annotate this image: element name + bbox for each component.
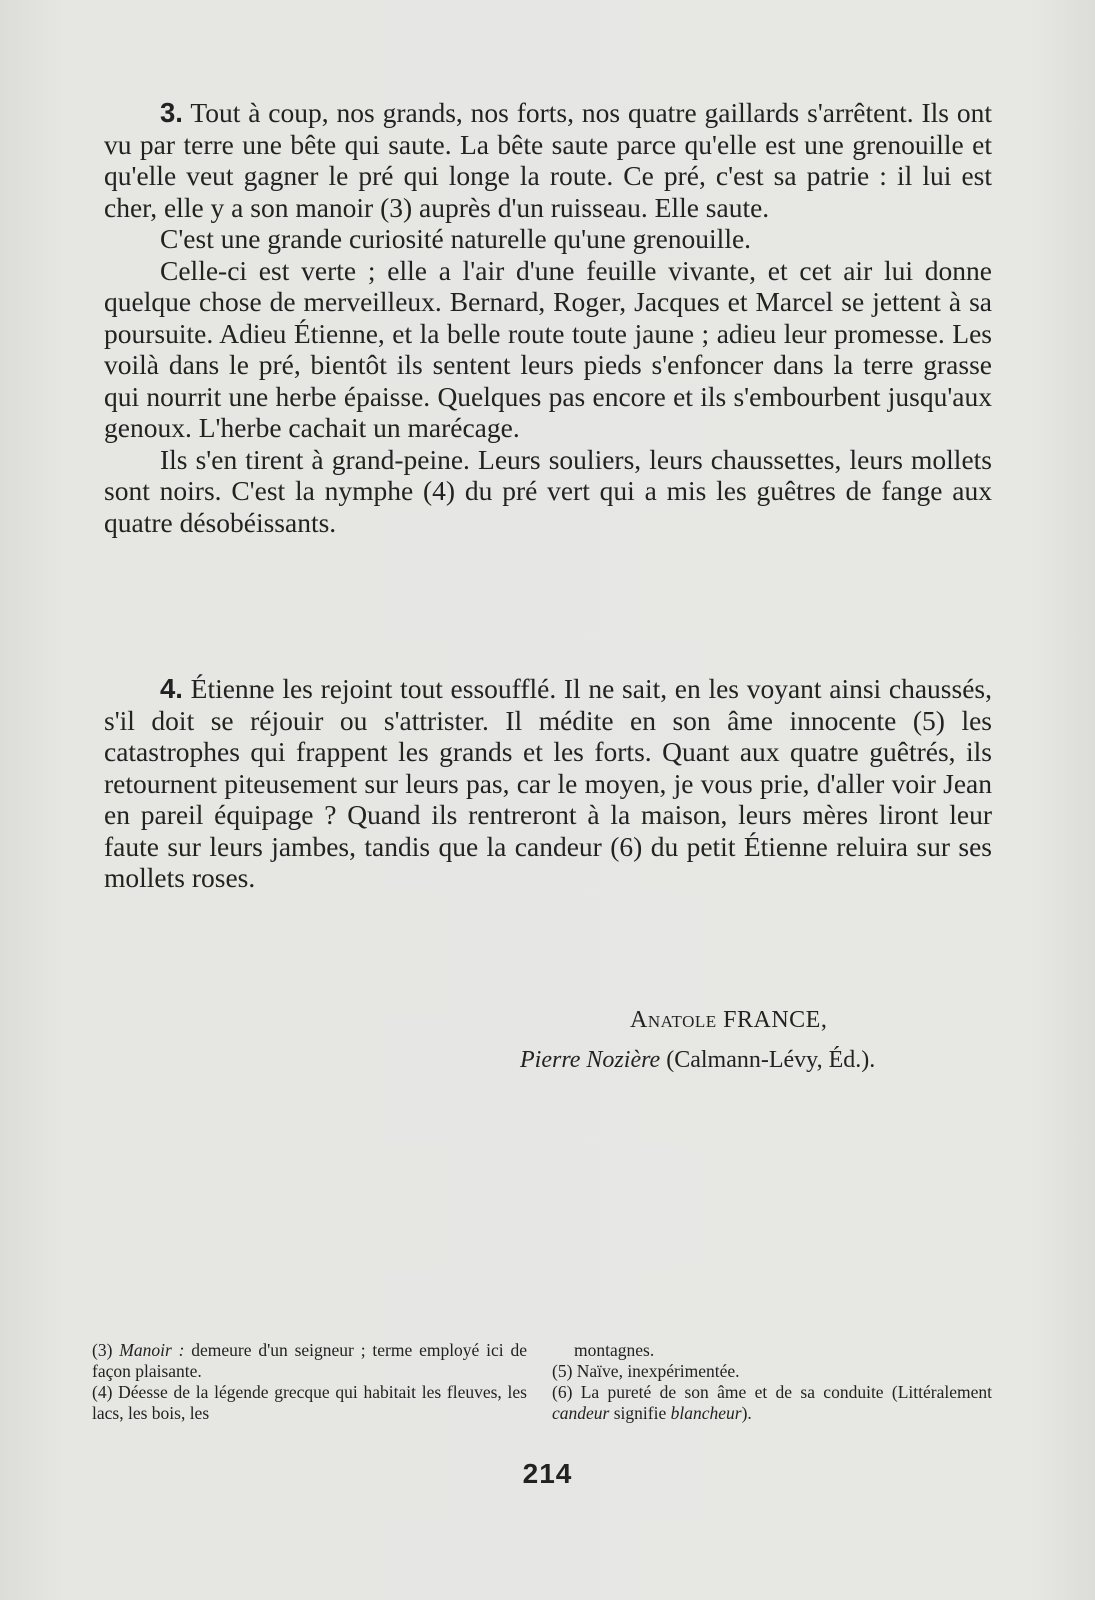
footnote-mark: (6) bbox=[552, 1382, 573, 1402]
footnote-ref-5: (5) bbox=[912, 704, 945, 736]
footnote-4 bbox=[92, 1382, 527, 1424]
footnote-3 bbox=[92, 1340, 527, 1382]
section-number: 3. bbox=[160, 97, 183, 128]
footnote-mark: (4) bbox=[92, 1382, 113, 1402]
footnote-italic-word: blancheur bbox=[670, 1403, 742, 1423]
footnote-5 bbox=[552, 1361, 992, 1382]
footnote-6 bbox=[552, 1382, 992, 1424]
text-span: Ils s'en tirent à grand-peine. Leurs souliers, leurs chaussettes, leurs mollets sont noirs. C'est la nymphe bbox=[104, 443, 992, 506]
footnote-ref-4: (4) bbox=[423, 475, 456, 506]
footnotes-left-column bbox=[92, 1340, 527, 1424]
page-number: 214 bbox=[522, 1458, 573, 1489]
footnote-ref-3: (3) bbox=[380, 191, 413, 223]
section-3 bbox=[104, 97, 992, 538]
footnote-text: Naïve, inexpérimentée. bbox=[572, 1361, 740, 1381]
footnotes bbox=[92, 1340, 992, 1424]
publisher: (Calmann-Lévy, Éd.). bbox=[666, 1047, 876, 1073]
text-span: auprès d'un ruisseau. Elle saute. bbox=[412, 191, 770, 223]
section-3-paragraph-2: C'est une grande curiosité naturelle qu'une grenouille. bbox=[160, 223, 752, 254]
footnote-mark: (5) bbox=[552, 1361, 573, 1381]
footnote-text: signifie bbox=[609, 1403, 671, 1423]
author-first-name: Anatole bbox=[630, 1007, 717, 1033]
footnotes-right-column bbox=[552, 1340, 992, 1424]
text-span: du petit Étienne reluira sur ses mollets roses. bbox=[104, 830, 992, 893]
footnote-text: demeure d'un seigneur ; terme employé ici de façon plaisante. bbox=[92, 1340, 528, 1381]
text-span: Tout à coup, nos grands, nos forts, nos quatre gaillards s'arrêtent. Ils ont vu par terre une bête qui saute. La bête saute parce qu'elle est une grenouille et qu'elle veut gagner le pré qui longe la route. Ce pré, c'est sa patrie : il lui est cher, elle y a son manoir bbox=[104, 97, 992, 223]
footnote-ref-6: (6) bbox=[610, 830, 643, 862]
footnote-text: La pureté de son âme et de sa conduite (Littéralement bbox=[572, 1382, 992, 1402]
footnote-text: ). bbox=[741, 1403, 752, 1423]
text-span: Étienne les rejoint tout essoufflé. Il ne sait, en les voyant ainsi chaussés, s'il doit se réjouir ou s'attrister. Il médite en son âme innocente bbox=[104, 673, 992, 736]
footnote-italic-word: candeur bbox=[552, 1403, 610, 1423]
footnote-term: Manoir : bbox=[119, 1340, 185, 1360]
section-3-paragraph-4 bbox=[104, 444, 992, 539]
section-3-paragraph-1 bbox=[104, 97, 992, 223]
text-span: du pré vert qui a mis les guêtres de fange aux quatre désobéissants. bbox=[104, 475, 993, 538]
footnote-4-continuation: montagnes. bbox=[574, 1340, 655, 1360]
section-number: 4. bbox=[160, 673, 183, 704]
section-3-paragraph-3: Celle-ci est verte ; elle a l'air d'une feuille vivante, et cet air lui donne quelque chose de merveilleux. Bernard, Roger, Jacques et Marcel se jettent à sa poursuite. Adieu Étienne, et la belle route toute jaune ; adieu leur promesse. Les voilà dans le pré, bientôt ils sentent leurs pieds s'enfoncer dans la terre grasse qui nourrit une herbe épaisse. Quelques pas encore et ils s'embourbent jusqu'aux genoux. L'herbe cachait un marécage. bbox=[104, 254, 992, 443]
work-title: Pierre Nozière bbox=[520, 1047, 661, 1073]
attribution bbox=[520, 1000, 960, 1080]
author-name bbox=[520, 1000, 960, 1040]
section-4-paragraph bbox=[104, 673, 992, 894]
footnote-text: Déesse de la légende grecque qui habitait les fleuves, les lacs, les bois, les bbox=[92, 1382, 527, 1423]
work-citation bbox=[520, 1040, 960, 1080]
text-span: les catastrophes qui frappent les grands et les forts. Quant aux quatre guêtrés, ils retournent piteusement sur leurs pas, car le moyen, je vous prie, d'aller voir Jean en pareil équipage ? Quand ils rentreront à la maison, leurs mères liront leur faute sur leurs jambes, tandis que la candeur bbox=[104, 704, 992, 862]
footnote-mark: (3) bbox=[92, 1340, 113, 1360]
author-last-name: FRANCE, bbox=[723, 1007, 828, 1033]
section-4 bbox=[104, 673, 992, 894]
